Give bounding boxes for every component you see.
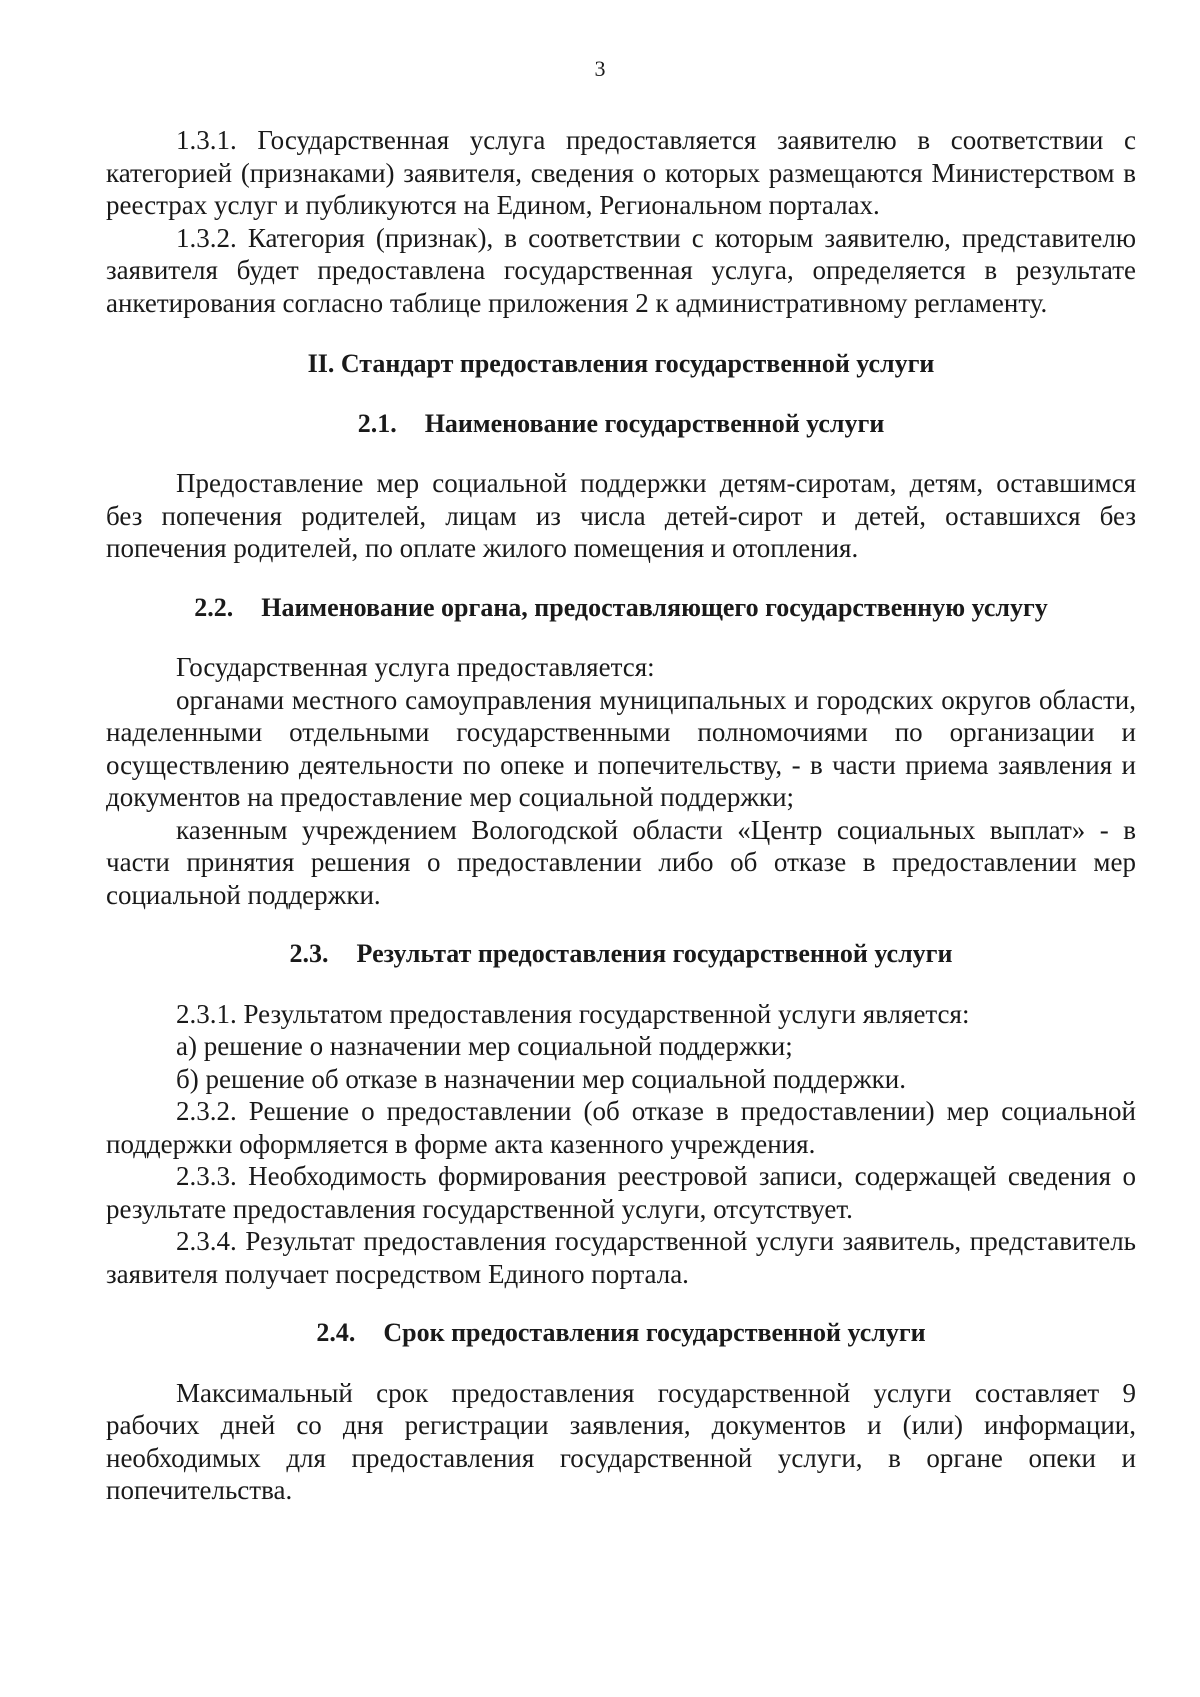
paragraph-2-3-1: 2.3.1. Результатом предоставления государственной услуги является:: [176, 998, 970, 1029]
paragraph-2-2-local-authorities: органами местного самоуправления муниципальных и городских округов области, наделенными отдельными государственными полномочиями по организации и осуществлению деятельности по опеке и попечительству, - в части приема заявления и документов на предоставление мер социальной поддержки;: [106, 684, 1136, 812]
paragraph-2-2-payments-center: казенным учреждением Вологодской области «Центр социальных выплат» - в части принятия решения о предоставлении либо об отказе в предоставлении мер социальной поддержки.: [106, 814, 1136, 910]
subsection-2-4-number: 2.4.: [316, 1318, 356, 1347]
paragraph-1-3-2: 1.3.2. Категория (признак), в соответствии с которым заявителю, представителю заявителя будет предоставлена государственная услуга, определяется в результате анкетирования согласно таблице приложения 2 к административному регламенту.: [106, 222, 1136, 318]
subsection-2-2-number: 2.2.: [194, 592, 234, 622]
subsection-2-2-title: Наименование органа, предоставляющего государственную услугу: [261, 592, 1048, 622]
paragraph-2-2-intro: Государственная услуга предоставляется:: [176, 652, 655, 682]
subsection-2-1-heading: [106, 408, 1136, 441]
section-2-title: II. Стандарт предоставления государственной услуги: [307, 349, 935, 378]
subsection-2-3-title: Результат предоставления государственной услуги: [356, 939, 953, 968]
paragraph-1-3-1: 1.3.1. Государственная услуга предоставляется заявителю в соответствии с категорией (признаками) заявителя, сведения о которых размещаются Министерством в реестрах услуг и публикуются на Едином, Региональном порталах.: [106, 125, 1136, 220]
paragraph-2-3-4: 2.3.4. Результат предоставления государственной услуги заявитель, представитель заявителя получает посредством Единого портала.: [106, 1226, 1136, 1289]
paragraph-2-4: Максимальный срок предоставления государственной услуги составляет 9 рабочих дней со дня регистрации заявления, документов и (или) информации, необходимых для предоставления государственной услуги, в органе опеки и попечительства.: [106, 1377, 1136, 1505]
paragraph-2-3-2: 2.3.2. Решение о предоставлении (об отказе в предоставлении) мер социальной поддержки оформляется в форме акта казенного учреждения.: [106, 1096, 1136, 1159]
subsection-2-1-number: 2.1.: [357, 408, 397, 438]
paragraph-2-3-1-b: б) решение об отказе в назначении мер социальной поддержки.: [176, 1063, 906, 1094]
paragraph-2-3-3: 2.3.3. Необходимость формирования реестровой записи, содержащей сведения о результате предоставления государственной услуги, отсутствует.: [106, 1161, 1136, 1224]
paragraph-2-3-1-a: а) решение о назначении мер социальной поддержки;: [176, 1031, 793, 1061]
paragraph-2-1: Предоставление мер социальной поддержки детям-сиротам, детям, оставшимся без попечения родителей, лицам из числа детей-сирот и детей, оставшихся без попечения родителей, по оплате жилого помещения и отопления.: [106, 468, 1136, 563]
page-number: 3: [594, 56, 606, 81]
subsection-2-4-heading: [106, 1317, 1136, 1350]
document-body: [106, 124, 1136, 1507]
subsection-2-3-number: 2.3.: [289, 939, 329, 968]
subsection-2-2-heading: [106, 592, 1136, 625]
subsection-2-4-title: Срок предоставления государственной услуги: [383, 1318, 926, 1347]
subsection-2-1-title: Наименование государственной услуги: [424, 408, 885, 438]
subsection-2-3-heading: [106, 938, 1136, 971]
